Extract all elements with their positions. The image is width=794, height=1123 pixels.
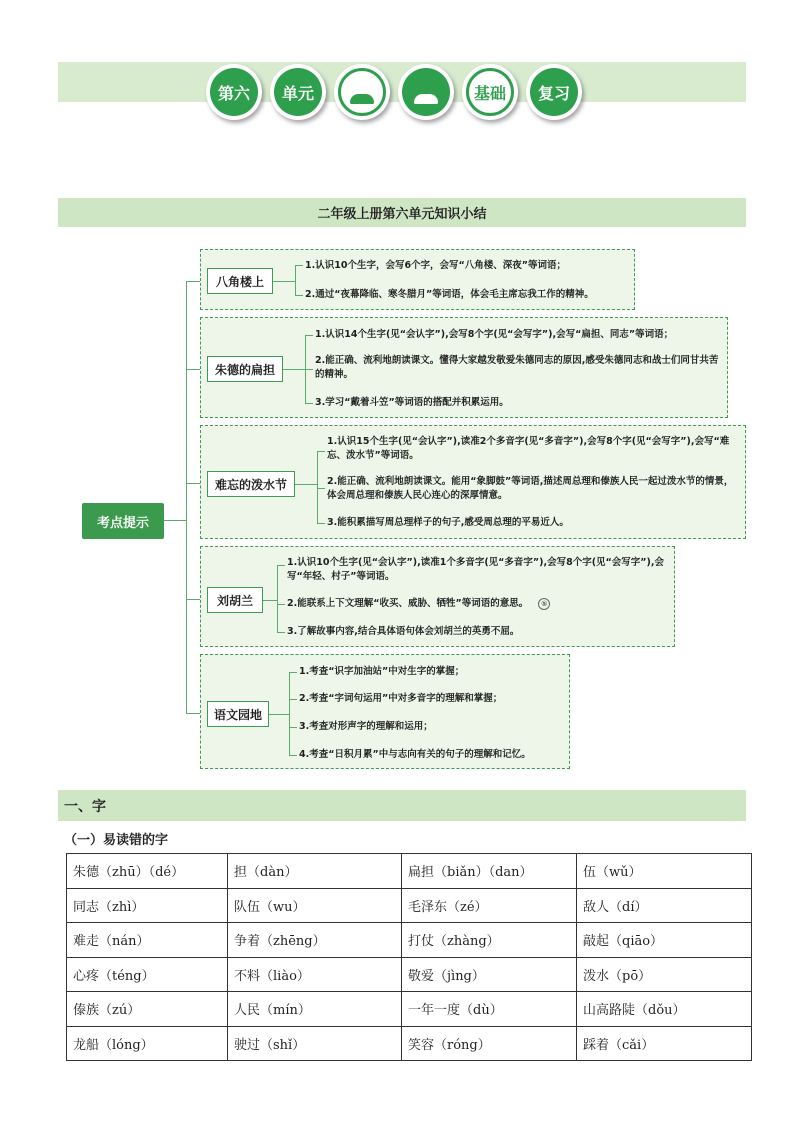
- table-row: [67, 854, 752, 889]
- table-cell: 伍（wǔ）: [577, 854, 752, 889]
- circled-number: ⑤: [538, 598, 550, 610]
- mindmap-item: 3.学习“戴着斗笠”等词语的搭配并积累运用。: [315, 397, 509, 408]
- table-cell: 难走（nán）: [67, 923, 228, 958]
- mindmap-group-1: [200, 249, 635, 310]
- word-table: [66, 853, 752, 1061]
- mindmap-node: 八角楼上: [207, 268, 273, 294]
- section-heading: 一、字: [58, 790, 746, 821]
- table-cell: 敬爱（jìng）: [402, 957, 577, 992]
- hill-icon: [350, 94, 374, 104]
- table-cell: 朱德（zhū）（dé）: [67, 854, 228, 889]
- table-cell: 担（dàn）: [228, 854, 402, 889]
- mindmap-node: 难忘的泼水节: [207, 471, 295, 497]
- mindmap-item: 3.能积累描写周总理样子的句子,感受周总理的平易近人。: [327, 517, 569, 528]
- table-cell: 扁担（biǎn）（dan）: [402, 854, 577, 889]
- mindmap-item: 1.认识14个生字(见“会认字”),会写8个字(见“会写字”),会写“扁担、同志”等词语；: [315, 329, 674, 340]
- table-row: [67, 957, 752, 992]
- table-row: [67, 923, 752, 958]
- mindmap-node: 朱德的扁担: [207, 356, 283, 382]
- mindmap-group-3: [200, 425, 746, 539]
- mindmap-item: 2.通过“夜幕降临、寒冬腊月”等词语，体会毛主席忘我工作的精神。: [305, 289, 594, 300]
- mindmap-item: 1.认识15个生字(见“会认字”),读准2个多音字(见“多音字”),会写8个字(见“会写字”),会写“难忘、泼水节”等词语。: [327, 436, 730, 461]
- table-cell: 不料（liào）: [228, 957, 402, 992]
- table-row: [67, 888, 752, 923]
- title-badge: 复习: [526, 64, 582, 120]
- table-cell: 傣族（zú）: [67, 992, 228, 1027]
- table-cell: 争着（zhēng）: [228, 923, 402, 958]
- connector: [186, 281, 187, 713]
- table-cell: 笑容（róng）: [402, 1026, 577, 1061]
- table-cell: 踩着（cǎi）: [577, 1026, 752, 1061]
- title-badge: 第六: [206, 64, 262, 120]
- table-cell: 毛泽东（zé）: [402, 888, 577, 923]
- table-cell: 龙船（lóng）: [67, 1026, 228, 1061]
- mindmap-item: 3.了解故事内容,结合具体语句体会刘胡兰的英勇不屈。: [287, 626, 520, 637]
- table-cell: 敌人（dí）: [577, 888, 752, 923]
- mindmap-item: 1.认识10个生字(见“会认字”),读准1个多音字(见“多音字”),会写8个字(见“会写字”),会写“年轻、村子”等词语。: [287, 557, 664, 582]
- mindmap-root: 考点提示: [82, 503, 164, 539]
- table-cell: 人民（mín）: [228, 992, 402, 1027]
- summary-title: 二年级上册第六单元知识小结: [58, 198, 746, 227]
- mindmap-item: 2.能正确、流利地朗读课文。懂得大家越发敬爱朱德同志的原因,感受朱德同志和战士们同甘共苦的精神。: [315, 355, 719, 380]
- table-cell: 打仗（zhàng）: [402, 923, 577, 958]
- title-badge: 单元: [270, 64, 326, 120]
- section-subheading: （一）易读错的字: [64, 833, 169, 848]
- mindmap-item: 4.考查“日积月累”中与志向有关的句子的理解和记忆。: [299, 749, 531, 760]
- table-row: [67, 992, 752, 1027]
- title-badge: [334, 64, 390, 120]
- mindmap-group-2: [200, 317, 728, 418]
- mindmap-item: 1.认识10个生字，会写6个字，会写“八角楼、深夜”等词语；: [305, 260, 567, 271]
- table-cell: 山高路陡（dǒu）: [577, 992, 752, 1027]
- mindmap-node: 语文园地: [207, 701, 269, 727]
- mindmap-item: 2.考查“字词句运用”中对多音字的理解和掌握；: [299, 693, 503, 704]
- mindmap-item: 2.能正确、流利地朗读课文。能用“象脚鼓”等词语,描述周总理和傣族人民一起过泼水节的情景，体会周总理和傣族人民心连心的深厚情意。: [327, 476, 734, 501]
- table-cell: 敲起（qiāo）: [577, 923, 752, 958]
- mindmap-item: 1.考查“识字加油站”中对生字的掌握；: [299, 666, 465, 677]
- table-cell: 心疼（téng）: [67, 957, 228, 992]
- table-row: [67, 1026, 752, 1061]
- table-cell: 同志（zhì）: [67, 888, 228, 923]
- table-cell: 泼水（pō）: [577, 957, 752, 992]
- connector: [164, 520, 186, 521]
- hill-icon: [414, 94, 438, 104]
- mindmap-item: 2.能联系上下文理解“收买、威胁、牺牲”等词语的意思。: [287, 598, 529, 609]
- table-cell: 队伍（wu）: [228, 888, 402, 923]
- mindmap-item: 3.考查对形声字的理解和运用；: [299, 721, 433, 732]
- title-badge: [398, 64, 454, 120]
- mindmap-group-5: [200, 654, 570, 769]
- table-cell: 驶过（shǐ）: [228, 1026, 402, 1061]
- table-cell: 一年一度（dù）: [402, 992, 577, 1027]
- mindmap-group-4: [200, 546, 675, 647]
- mindmap-node: 刘胡兰: [207, 587, 263, 613]
- title-badge: 基础: [462, 64, 518, 120]
